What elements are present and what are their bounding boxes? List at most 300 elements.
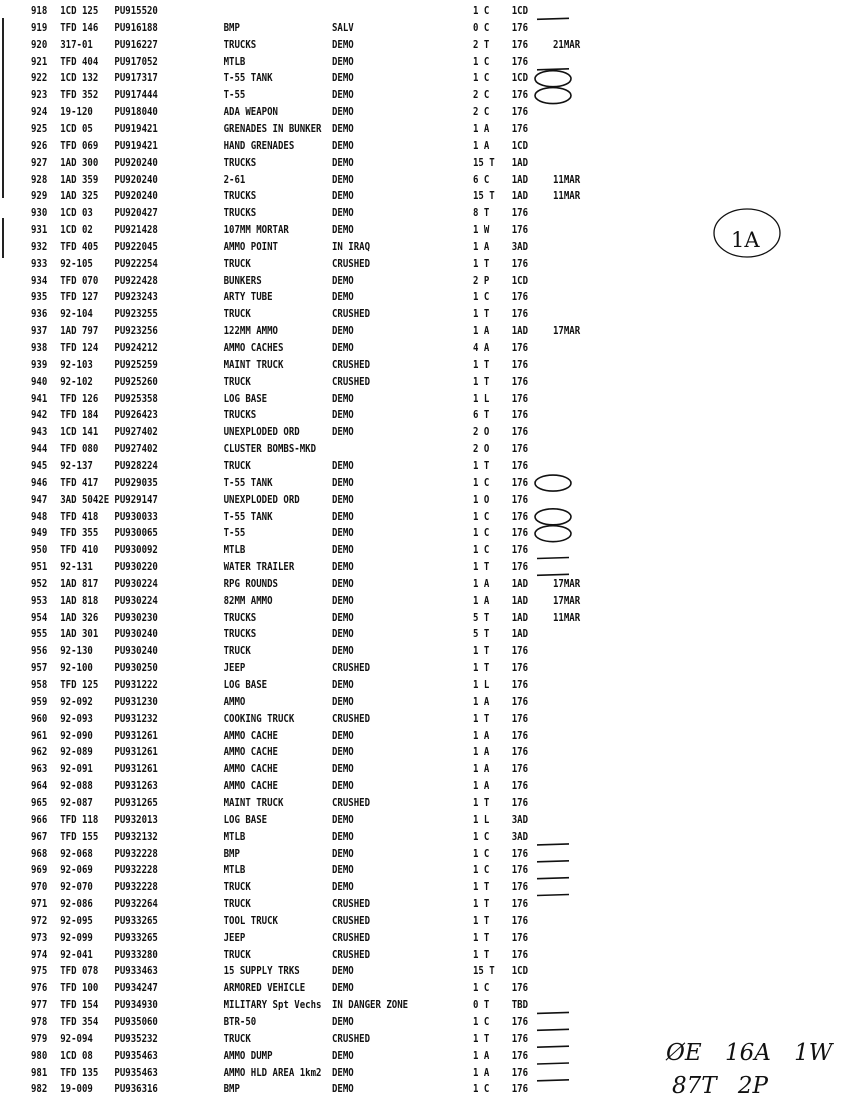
- cell-org: 176: [511, 55, 529, 68]
- cell-item: ARTY TUBE: [223, 291, 273, 304]
- cell-unit: 1CD 141: [60, 426, 99, 439]
- cell-action: DEMO: [331, 881, 354, 894]
- cell-grid: PU923256: [114, 325, 158, 338]
- cell-item: 15 SUPPLY TRKS: [223, 965, 300, 978]
- cell-unit: 92-103: [60, 358, 93, 371]
- cell-item: BMP: [223, 847, 240, 860]
- cell-unit: 92-086: [60, 898, 93, 911]
- cell-grid: PU920240: [114, 190, 158, 203]
- cell-num: 927: [30, 156, 48, 169]
- cell-grid: PU936316: [114, 1083, 158, 1096]
- cell-date: 21MAR: [552, 38, 581, 51]
- cell-qty: 2 T: [473, 38, 490, 51]
- cell-num: 924: [30, 106, 48, 119]
- cell-num: 933: [30, 257, 48, 270]
- cell-grid: PU925259: [114, 358, 158, 371]
- cell-org: 176: [511, 106, 529, 119]
- cell-qty: 1 A: [473, 139, 490, 152]
- cell-item: TRUCK: [223, 1032, 251, 1045]
- cell-qty: 1 A: [473, 122, 490, 135]
- cell-grid: PU916188: [114, 21, 158, 34]
- cell-item: AMMO CACHE: [223, 746, 278, 759]
- cell-item: MAINT TRUCK: [223, 358, 284, 371]
- cell-qty: 1 T: [473, 914, 490, 927]
- cell-unit: 1CD 08: [60, 1049, 93, 1062]
- cell-unit: 92-099: [60, 931, 93, 944]
- cell-action: DEMO: [331, 274, 354, 287]
- cell-org: 176: [511, 308, 529, 321]
- cell-num: 935: [30, 291, 48, 304]
- cell-org: 176: [511, 931, 529, 944]
- cell-org: 176: [511, 207, 529, 220]
- cell-grid: PU915520: [114, 5, 158, 17]
- underline-mark: [537, 69, 569, 70]
- cell-item: TRUCK: [223, 459, 251, 472]
- cell-num: 970: [30, 881, 48, 894]
- cell-action: DEMO: [331, 459, 354, 472]
- cell-unit: 1CD 02: [60, 224, 93, 237]
- cell-num: 962: [30, 746, 48, 759]
- cell-unit: TFD 417: [60, 476, 99, 489]
- cell-item: MTLB: [223, 830, 246, 843]
- cell-item: UNEXPLODED ORD: [223, 493, 300, 506]
- underline-mark: [537, 1063, 569, 1064]
- cell-num: 921: [30, 55, 48, 68]
- cell-grid: PU917052: [114, 55, 158, 68]
- cell-item: COOKING TRUCK: [223, 712, 295, 725]
- cell-action: CRUSHED: [331, 948, 371, 961]
- cell-org: 176: [511, 224, 529, 237]
- cell-item: MTLB: [223, 55, 246, 68]
- cell-grid: PU916227: [114, 38, 158, 51]
- cell-action: DEMO: [331, 1083, 354, 1096]
- cell-qty: 1 A: [473, 695, 490, 708]
- cell-org: 176: [511, 645, 529, 658]
- cell-unit: 1AD 326: [60, 611, 99, 624]
- cell-org: 1CD: [511, 274, 529, 287]
- cell-org: 1AD: [511, 594, 529, 607]
- cell-org: TBD: [511, 999, 529, 1012]
- cell-action: DEMO: [331, 173, 354, 186]
- cell-org: 3AD: [511, 813, 529, 826]
- qty-annotations: [535, 18, 571, 1081]
- cell-action: DEMO: [331, 38, 354, 51]
- cell-unit: 92-041: [60, 948, 93, 961]
- cell-org: 176: [511, 358, 529, 371]
- cell-org: 176: [511, 459, 529, 472]
- cell-qty: 1 A: [473, 1049, 490, 1062]
- cell-org: 176: [511, 847, 529, 860]
- cell-num: 925: [30, 122, 48, 135]
- underline-mark: [537, 895, 569, 896]
- cell-org: 3AD: [511, 240, 529, 253]
- cell-qty: 1 C: [473, 847, 490, 860]
- cell-grid: PU932228: [114, 864, 158, 877]
- cell-action: DEMO: [331, 628, 354, 641]
- cell-num: 920: [30, 38, 48, 51]
- circle-mark: [535, 526, 571, 542]
- cell-action: CRUSHED: [331, 308, 371, 321]
- cell-item: TRUCKS: [223, 611, 257, 624]
- cell-item: TRUCKS: [223, 190, 257, 203]
- cell-qty: 1 C: [473, 5, 490, 17]
- cell-action: DEMO: [331, 122, 354, 135]
- cell-unit: TFD 155: [60, 830, 99, 843]
- cell-num: 953: [30, 594, 48, 607]
- underline-mark: [537, 1046, 569, 1047]
- cell-org: 176: [511, 662, 529, 675]
- cell-org: 176: [511, 1032, 529, 1045]
- cell-action: CRUSHED: [331, 914, 371, 927]
- cell-qty: 1 T: [473, 459, 490, 472]
- cell-num: 938: [30, 342, 48, 354]
- cell-grid: PU931261: [114, 763, 158, 776]
- cell-item: TRUCK: [223, 881, 251, 894]
- cell-org: 1AD: [511, 190, 529, 203]
- cell-action: DEMO: [331, 207, 354, 220]
- cell-org: 1CD: [511, 139, 529, 152]
- cell-action: CRUSHED: [331, 898, 371, 911]
- cell-org: 176: [511, 122, 529, 135]
- cell-org: 176: [511, 443, 529, 456]
- cell-org: 176: [511, 695, 529, 708]
- cell-qty: 1 A: [473, 594, 490, 607]
- cell-qty: 0 T: [473, 999, 490, 1012]
- cell-org: 176: [511, 1016, 529, 1028]
- cell-action: DEMO: [331, 392, 354, 405]
- cell-qty: 2 O: [473, 426, 490, 439]
- cell-unit: 19-009: [60, 1083, 93, 1096]
- cell-item: 107MM MORTAR: [223, 224, 289, 237]
- cell-unit: TFD 070: [60, 274, 99, 287]
- cell-num: 941: [30, 392, 48, 405]
- cell-num: 934: [30, 274, 48, 287]
- cell-qty: 1 T: [473, 308, 490, 321]
- cell-action: DEMO: [331, 746, 354, 759]
- cell-num: 931: [30, 224, 48, 237]
- cell-org: 176: [511, 426, 529, 439]
- cell-unit: TFD 184: [60, 409, 99, 422]
- cell-grid: PU920240: [114, 173, 158, 186]
- cell-action: DEMO: [331, 594, 354, 607]
- cell-unit: TFD 154: [60, 999, 99, 1012]
- cell-qty: 1 C: [473, 1016, 490, 1028]
- cell-action: DEMO: [331, 291, 354, 304]
- cell-date: 11MAR: [552, 173, 581, 186]
- cell-qty: 5 T: [473, 628, 490, 641]
- cell-grid: PU932264: [114, 898, 158, 911]
- cell-unit: 92-092: [60, 695, 93, 708]
- cell-num: 918: [30, 5, 48, 17]
- cell-num: 944: [30, 443, 48, 456]
- cell-action: DEMO: [331, 510, 354, 523]
- cell-qty: 4 A: [473, 342, 490, 354]
- cell-item: TRUCK: [223, 257, 251, 270]
- cell-item: ADA WEAPON: [223, 106, 278, 119]
- cell-num: 975: [30, 965, 48, 978]
- cell-grid: PU921428: [114, 224, 158, 237]
- cell-item: AMMO POINT: [223, 240, 278, 253]
- cell-grid: PU926423: [114, 409, 158, 422]
- underline-mark: [537, 861, 569, 862]
- cell-qty: 1 T: [473, 898, 490, 911]
- cell-unit: TFD 410: [60, 544, 99, 557]
- cell-org: 176: [511, 898, 529, 911]
- cell-action: DEMO: [331, 780, 354, 793]
- cell-action: DEMO: [331, 89, 354, 102]
- underline-mark: [537, 574, 569, 575]
- cell-num: 981: [30, 1066, 48, 1079]
- cell-org: 176: [511, 948, 529, 961]
- cell-qty: 1 C: [473, 864, 490, 877]
- cell-qty: 6 T: [473, 409, 490, 422]
- cell-qty: 1 A: [473, 577, 490, 590]
- cell-action: CRUSHED: [331, 1032, 371, 1045]
- cell-item: TOOL TRUCK: [223, 914, 278, 927]
- cell-org: 1CD: [511, 72, 529, 85]
- cell-num: 955: [30, 628, 48, 641]
- cell-action: DEMO: [331, 561, 354, 574]
- cell-grid: PU917317: [114, 72, 158, 85]
- cell-action: SALV: [331, 21, 354, 34]
- cell-num: 930: [30, 207, 48, 220]
- cell-grid: PU930230: [114, 611, 158, 624]
- cell-action: IN DANGER ZONE: [331, 999, 409, 1012]
- cell-org: 176: [511, 679, 529, 691]
- cell-grid: PU931232: [114, 712, 158, 725]
- cell-qty: 1 C: [473, 476, 490, 489]
- cell-action: DEMO: [331, 325, 354, 338]
- cell-org: 176: [511, 1083, 529, 1096]
- cell-unit: 92-090: [60, 729, 93, 742]
- cell-org: 1CD: [511, 5, 529, 17]
- cell-num: 946: [30, 476, 48, 489]
- cell-num: 966: [30, 813, 48, 826]
- cell-num: 947: [30, 493, 48, 506]
- cell-grid: PU931265: [114, 796, 158, 809]
- cell-unit: TFD 127: [60, 291, 99, 304]
- cell-unit: TFD 354: [60, 1016, 99, 1028]
- cell-unit: TFD 146: [60, 21, 99, 34]
- cell-qty: 15 T: [473, 190, 495, 203]
- cell-action: DEMO: [331, 577, 354, 590]
- cell-item: TRUCK: [223, 898, 251, 911]
- cell-unit: TFD 124: [60, 342, 99, 354]
- cell-unit: 92-091: [60, 763, 93, 776]
- cell-item: T-55: [223, 527, 246, 540]
- underline-mark: [537, 18, 569, 19]
- cell-qty: 1 A: [473, 1066, 490, 1079]
- cell-num: 963: [30, 763, 48, 776]
- cell-num: 942: [30, 409, 48, 422]
- handwritten-tally: 87T 2P: [672, 1073, 769, 1099]
- cell-org: 176: [511, 342, 529, 354]
- cell-action: DEMO: [331, 1049, 354, 1062]
- cell-num: 971: [30, 898, 48, 911]
- cell-org: 176: [511, 544, 529, 557]
- cell-num: 967: [30, 830, 48, 843]
- circle-mark: [535, 509, 571, 525]
- cell-action: DEMO: [331, 72, 354, 85]
- cell-org: 176: [511, 914, 529, 927]
- cell-unit: 92-137: [60, 459, 93, 472]
- underline-mark: [537, 844, 569, 845]
- cell-org: 176: [511, 510, 529, 523]
- cell-org: 176: [511, 1066, 529, 1079]
- cell-grid: PU930224: [114, 594, 158, 607]
- cell-num: 949: [30, 527, 48, 540]
- cell-item: MAINT TRUCK: [223, 796, 284, 809]
- cell-num: 937: [30, 325, 48, 338]
- cell-action: DEMO: [331, 679, 354, 691]
- cell-qty: 1 W: [473, 224, 490, 237]
- cell-grid: PU928224: [114, 459, 158, 472]
- cell-num: 982: [30, 1083, 48, 1096]
- cell-grid: PU935232: [114, 1032, 158, 1045]
- cell-action: DEMO: [331, 55, 354, 68]
- cell-item: MILITARY Spt Vechs: [223, 999, 322, 1012]
- cell-qty: 6 C: [473, 173, 490, 186]
- cell-unit: 92-102: [60, 375, 93, 388]
- cell-grid: PU933265: [114, 931, 158, 944]
- cell-grid: PU930224: [114, 577, 158, 590]
- cell-unit: 1AD 797: [60, 325, 99, 338]
- cell-org: 176: [511, 291, 529, 304]
- cell-num: 928: [30, 173, 48, 186]
- cell-qty: 2 P: [473, 274, 490, 287]
- cell-unit: TFD 355: [60, 527, 99, 540]
- cell-action: CRUSHED: [331, 358, 371, 371]
- cell-qty: 5 T: [473, 611, 490, 624]
- cell-qty: 1 T: [473, 561, 490, 574]
- cell-grid: PU930240: [114, 645, 158, 658]
- cell-grid: PU927402: [114, 443, 158, 456]
- cell-qty: 1 C: [473, 527, 490, 540]
- cell-org: 176: [511, 257, 529, 270]
- cell-unit: TFD 404: [60, 55, 99, 68]
- cell-grid: PU923255: [114, 308, 158, 321]
- circle-mark: [535, 475, 571, 491]
- cell-num: 919: [30, 21, 48, 34]
- cell-date: 11MAR: [552, 190, 581, 203]
- cell-item: CLUSTER BOMBS-MKD: [223, 443, 317, 456]
- cell-action: DEMO: [331, 527, 354, 540]
- cell-grid: PU925260: [114, 375, 158, 388]
- cell-org: 3AD: [511, 830, 529, 843]
- cell-unit: TFD 418: [60, 510, 99, 523]
- cell-action: DEMO: [331, 830, 354, 843]
- cell-unit: 317-01: [60, 38, 93, 51]
- cell-num: 974: [30, 948, 48, 961]
- cell-action: DEMO: [331, 645, 354, 658]
- cell-unit: 92-105: [60, 257, 93, 270]
- cell-grid: PU935463: [114, 1066, 158, 1079]
- cell-item: AMMO CACHE: [223, 729, 278, 742]
- cell-grid: PU932132: [114, 830, 158, 843]
- cell-num: 943: [30, 426, 48, 439]
- cell-grid: PU933463: [114, 965, 158, 978]
- underline-mark: [537, 1029, 569, 1030]
- cell-grid: PU930092: [114, 544, 158, 557]
- cell-grid: PU920427: [114, 207, 158, 220]
- cell-num: 948: [30, 510, 48, 523]
- cell-action: DEMO: [331, 156, 354, 169]
- cell-num: 932: [30, 240, 48, 253]
- cell-action: DEMO: [331, 847, 354, 860]
- cell-grid: PU932013: [114, 813, 158, 826]
- cell-qty: 1 T: [473, 662, 490, 675]
- cell-qty: 1 C: [473, 544, 490, 557]
- cell-action: DEMO: [331, 813, 354, 826]
- cell-item: TRUCK: [223, 948, 251, 961]
- cell-grid: PU934247: [114, 982, 158, 995]
- cell-org: 1AD: [511, 628, 529, 641]
- cell-grid: PU930065: [114, 527, 158, 540]
- cell-grid: PU931230: [114, 695, 158, 708]
- cell-num: 960: [30, 712, 48, 725]
- cell-item: AMMO CACHE: [223, 763, 278, 776]
- cell-item: TRUCK: [223, 308, 251, 321]
- cell-num: 959: [30, 695, 48, 708]
- cell-item: BMP: [223, 21, 240, 34]
- cell-qty: 2 C: [473, 106, 490, 119]
- cell-grid: PU930250: [114, 662, 158, 675]
- cell-item: BUNKERS: [223, 274, 262, 287]
- cell-unit: 19-120: [60, 106, 93, 119]
- cell-grid: PU924212: [114, 342, 158, 354]
- cell-date: 17MAR: [552, 325, 581, 338]
- cell-num: 923: [30, 89, 48, 102]
- cell-grid: PU935060: [114, 1016, 158, 1028]
- cell-item: 122MM AMMO: [223, 325, 278, 338]
- cell-item: MTLB: [223, 544, 246, 557]
- cell-num: 936: [30, 308, 48, 321]
- cell-action: DEMO: [331, 1016, 354, 1028]
- cell-action: CRUSHED: [331, 931, 371, 944]
- cell-item: MTLB: [223, 864, 246, 877]
- cell-item: RPG ROUNDS: [223, 577, 278, 590]
- cell-org: 1AD: [511, 325, 529, 338]
- cell-grid: PU931222: [114, 679, 158, 691]
- cell-item: TRUCK: [223, 375, 251, 388]
- cell-unit: TFD 135: [60, 1066, 99, 1079]
- cell-qty: 1 T: [473, 358, 490, 371]
- cell-action: DEMO: [331, 1066, 354, 1079]
- cell-org: 176: [511, 409, 529, 422]
- cell-date: 11MAR: [552, 611, 581, 624]
- cell-item: 82MM AMMO: [223, 594, 273, 607]
- cell-qty: 1 T: [473, 257, 490, 270]
- cell-grid: PU931261: [114, 746, 158, 759]
- cell-org: 176: [511, 89, 529, 102]
- cell-item: AMMO CACHE: [223, 780, 278, 793]
- cell-unit: 92-094: [60, 1032, 93, 1045]
- cell-action: CRUSHED: [331, 712, 371, 725]
- cell-num: 926: [30, 139, 48, 152]
- cell-item: BMP: [223, 1083, 240, 1096]
- cell-unit: 92-070: [60, 881, 93, 894]
- cell-num: 964: [30, 780, 48, 793]
- cell-unit: 1AD 818: [60, 594, 99, 607]
- cell-item: ARMORED VEHICLE: [223, 982, 306, 995]
- cell-item: TRUCKS: [223, 409, 257, 422]
- cell-date: 17MAR: [552, 577, 581, 590]
- cell-num: 957: [30, 662, 48, 675]
- cell-action: DEMO: [331, 729, 354, 742]
- cell-qty: 1 T: [473, 712, 490, 725]
- cell-org: 176: [511, 780, 529, 793]
- cell-qty: 1 L: [473, 813, 490, 826]
